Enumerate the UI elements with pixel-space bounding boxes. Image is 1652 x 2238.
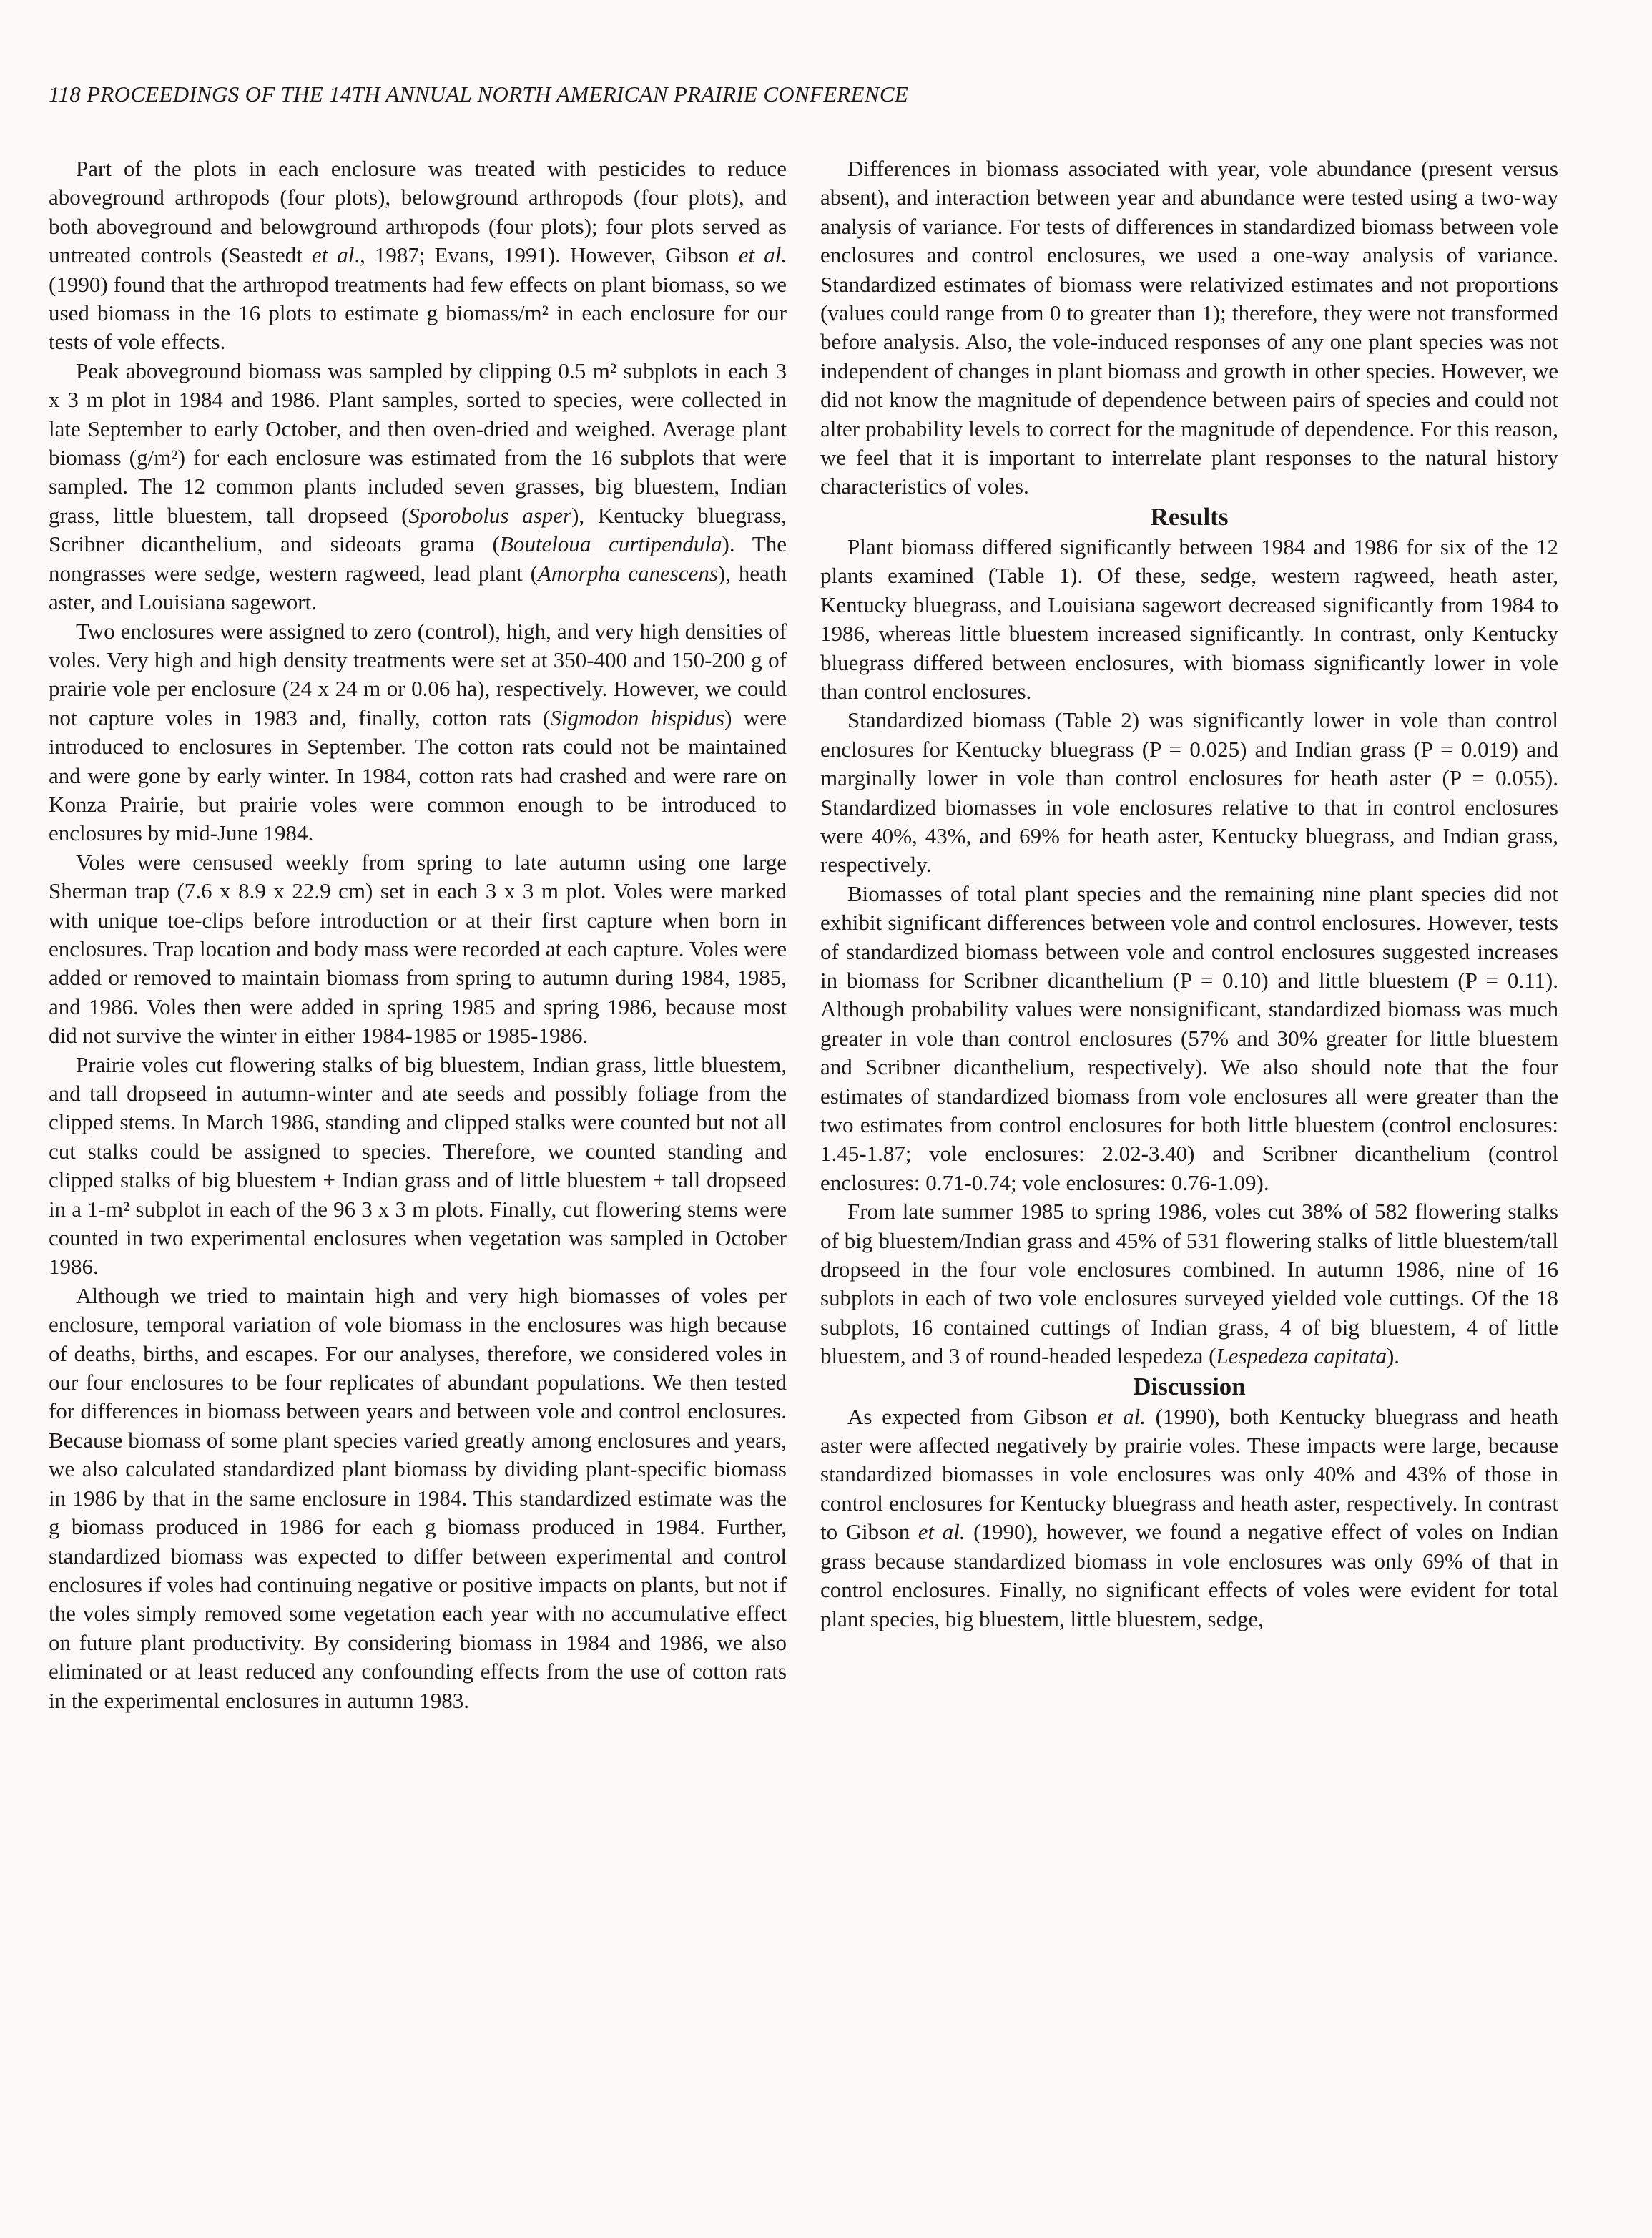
running-header: 118 PROCEEDINGS OF THE 14TH ANNUAL NORTH AMERICAN PRAIRIE CONFERENCE <box>49 82 909 107</box>
paragraph <box>49 1051 787 1282</box>
paragraph <box>49 357 787 617</box>
text-run: ., 1987; Evans, 1991). However, Gibson <box>354 242 739 268</box>
paragraph <box>820 533 1558 706</box>
results-heading: Results <box>1150 502 1229 531</box>
text-run: (1990), however, we found a negative effect of voles on Indian grass because standardized biomass in vole enclosures was only 69% of that in control enclosures. Finally, no significant effects of voles were evident for total plant species, big bluestem, little bluestem, sedge, <box>820 1519 1558 1631</box>
text-run: Peak aboveground biomass was sampled by clipping 0.5 m² subplots in each 3 x 3 m plot in 1984 and 1986. Plant samples, sorted to species, were collected in late September to early October, and then oven-dried and weighed. Average plant biomass (g/m²) for each enclosure was estimated from the 16 subplots that were sampled. The 12 common plants included seven grasses, big bluestem, Indian grass, little bluestem, tall dropseed ( <box>49 358 787 528</box>
text-run: (1990) found that the arthropod treatments had few effects on plant biomass, so we used biomass in the 16 plots to estimate g biomass/m² in each enclosure for our tests of vole effects. <box>49 271 787 355</box>
italic-text: Amorpha canescens <box>537 560 718 586</box>
paragraph <box>820 1197 1558 1370</box>
paragraph <box>820 880 1558 1197</box>
italic-text: Sigmodon hispidus <box>550 705 725 730</box>
paragraph <box>49 154 787 357</box>
left-column <box>49 154 787 1715</box>
paragraph <box>49 617 787 848</box>
paragraph <box>820 706 1558 879</box>
text-run: Prairie voles cut flowering stalks of big bluestem, Indian grass, little bluestem, and tall dropseed in autumn-winter and ate seeds and possibly foliage from the clipped stems. In March 1986, standing and clipped stalks were counted but not all cut stalks could be assigned to species. Therefore, we counted standing and clipped stalks of big bluestem + Indian grass and of little bluestem + tall dropseed in a 1-m² subplot in each of the 96 3 x 3 m plots. Finally, cut flowering stems were counted in two experimental enclosures when vegetation was sampled in October 1986. <box>49 1051 787 1280</box>
right-column <box>820 154 1558 1634</box>
italic-text: Bouteloua curtipendula <box>499 531 722 557</box>
text-run: ), heath aster, and Louisiana sagewort. <box>49 560 787 615</box>
italic-text: Sporobolus asper <box>408 502 572 528</box>
italic-text: et al. <box>1097 1403 1146 1429</box>
text-run: Although we tried to maintain high and very high biomasses of voles per enclosure, temporal variation of vole biomass in the enclosures was high because of deaths, births, and escapes. For our analyses, therefore, we considered voles in our four enclosures to be four replicates of abundant populations. We then tested for differences in biomass between years and between vole and control enclosures. Because biomass of some plant species varied greatly among enclosures and years, we also calculated standardized plant biomass by dividing plant-specific biomass in 1986 by that in the same enclosure in 1984. This standardized estimate was the g biomass produced in 1986 for each g biomass produced in 1984. Further, standardized biomass was expected to differ between experimental and control enclosures if voles had continuing negative or positive impacts on plants, but not if the voles simply removed some vegetation each year with no accumulative effect on future plant productivity. By considering biomass in 1984 and 1986, we also eliminated or at least reduced any confounding effects from the use of cotton rats in the experimental enclosures in autumn 1983. <box>49 1282 787 1713</box>
italic-text: et al. <box>918 1519 965 1545</box>
discussion-section <box>820 1403 1558 1634</box>
text-run: Voles were censused weekly from spring to late autumn using one large Sherman trap (7.6 x 8.9 x 22.9 cm) set in each 3 x 3 m plot. Voles were marked with unique toe-clips before introduction or at their first capture when born in enclosures. Trap location and body mass were recorded at each capture. Voles were added or removed to maintain biomass from spring to autumn during 1984, 1985, and 1986. Voles then were added in spring 1985 and spring 1986, because most did not survive the winter in either 1984-1985 or 1985-1986. <box>49 849 787 1049</box>
methods-continuation <box>820 154 1558 501</box>
text-run: Two enclosures were assigned to zero (control), high, and very high densities of voles. Very high and high density treatments were set at 350-400 and 150-200 g of prairie vole per enclosure (24 x 24 m or 0.06 ha), respectively. However, we could not capture voles in 1983 and, finally, cotton rats ( <box>49 618 787 730</box>
text-run: Part of the plots in each enclosure was treated with pesticides to reduce aboveground arthropods (four plots), belowground arthropods (four plots), and both aboveground and belowground arthropods (four plots); four plots served as untreated controls (Seastedt <box>49 156 787 268</box>
italic-text: Lespedeza capitata <box>1216 1343 1387 1369</box>
text-run: Plant biomass differed significantly between 1984 and 1986 for six of the 12 plants examined (Table 1). Of these, sedge, western ragweed, heath aster, Kentucky bluegrass, and Louisiana sagewort decreased significantly from 1984 to 1986, whereas little bluestem increased significantly. In contrast, only Kentucky bluegrass differed between enclosures, with biomass significantly lower in vole than control enclosures. <box>820 534 1558 704</box>
text-run: Biomasses of total plant species and the remaining nine plant species did not exhibit significant differences between vole and control enclosures. However, tests of standardized biomass between vole and control enclosures suggested increases in biomass for Scribner dicanthelium (P = 0.10) and little bluestem (P = 0.11). Although probability values were nonsignificant, standardized biomass was much greater in vole than control enclosures (57% and 30% greater for little bluestem and Scribner dicanthelium, respectively). We also should note that the four estimates of standardized biomass from vole enclosures all were greater than the two estimates from control enclosures for both little bluestem (control enclosures: 1.45-1.87; vole enclosures: 2.02-3.40) and Scribner dicanthelium (control enclosures: 0.71-0.74; vole enclosures: 0.76-1.09). <box>820 880 1558 1195</box>
paragraph <box>820 154 1558 501</box>
text-run: Differences in biomass associated with year, vole abundance (present versus absent), and interaction between year and abundance were tested using a two-way analysis of variance. For tests of differences in standardized biomass between vole enclosures and control enclosures, we used a one-way analysis of variance. Standardized estimates of biomass were relativized estimates and not proportions (values could range from 0 to greater than 1); therefore, they were not transformed before analysis. Also, the vole-induced responses of any one plant species was not independent of changes in plant biomass and growth in other species. However, we did not know the magnitude of dependence between pairs of species and could not alter probability levels to correct for the magnitude of dependence. For this reason, we feel that it is important to interrelate plant responses to the natural history characteristics of voles. <box>820 156 1558 499</box>
italic-text: et al <box>311 242 355 268</box>
italic-text: et al. <box>738 242 787 268</box>
results-section <box>820 533 1558 1371</box>
text-run: ). <box>1386 1343 1400 1369</box>
text-run: (1990), both Kentucky bluegrass and heath aster were affected negatively by prairie voles. These impacts were large, because standardized biomasses in vole enclosures was only 40% and 43% of those in control enclosures for Kentucky bluegrass and heath aster, respectively. In contrast to Gibson <box>820 1403 1558 1545</box>
text-run: ) were introduced to enclosures in September. The cotton rats could not be maintained and were gone by early winter. In 1984, cotton rats had crashed and were rare on Konza Prairie, but prairie voles were common enough to be introduced to enclosures by mid-June 1984. <box>49 705 787 846</box>
paragraph <box>49 848 787 1051</box>
text-run: From late summer 1985 to spring 1986, voles cut 38% of 582 flowering stalks of big bluestem/Indian grass and 45% of 531 flowering stalks of little bluestem/tall dropseed in the four vole enclosures combined. In autumn 1986, nine of 16 subplots in each of two vole enclosures surveyed yielded vole cuttings. Of the 18 subplots, 16 contained cuttings of Indian grass, 4 of big bluestem, 4 of little bluestem, and 3 of round-headed lespedeza ( <box>820 1199 1558 1369</box>
text-run: As expected from Gibson <box>847 1403 1098 1429</box>
text-run: Standardized biomass (Table 2) was significantly lower in vole than control enclosures for Kentucky bluegrass (P = 0.025) and Indian grass (P = 0.019) and marginally lower in vole than control enclosures for heath aster (P = 0.055). Standardized biomasses in vole enclosures relative to that in control enclosures were 40%, 43%, and 69% for heath aster, Kentucky bluegrass, and Indian grass, respectively. <box>820 707 1558 878</box>
paragraph <box>820 1403 1558 1634</box>
text-run: ), Kentucky bluegrass, Scribner dicanthelium, and sideoats grama ( <box>49 502 787 557</box>
discussion-heading: Discussion <box>1133 1372 1246 1400</box>
text-run: ). The nongrasses were sedge, western ragweed, lead plant ( <box>49 531 787 586</box>
paragraph <box>49 1282 787 1715</box>
